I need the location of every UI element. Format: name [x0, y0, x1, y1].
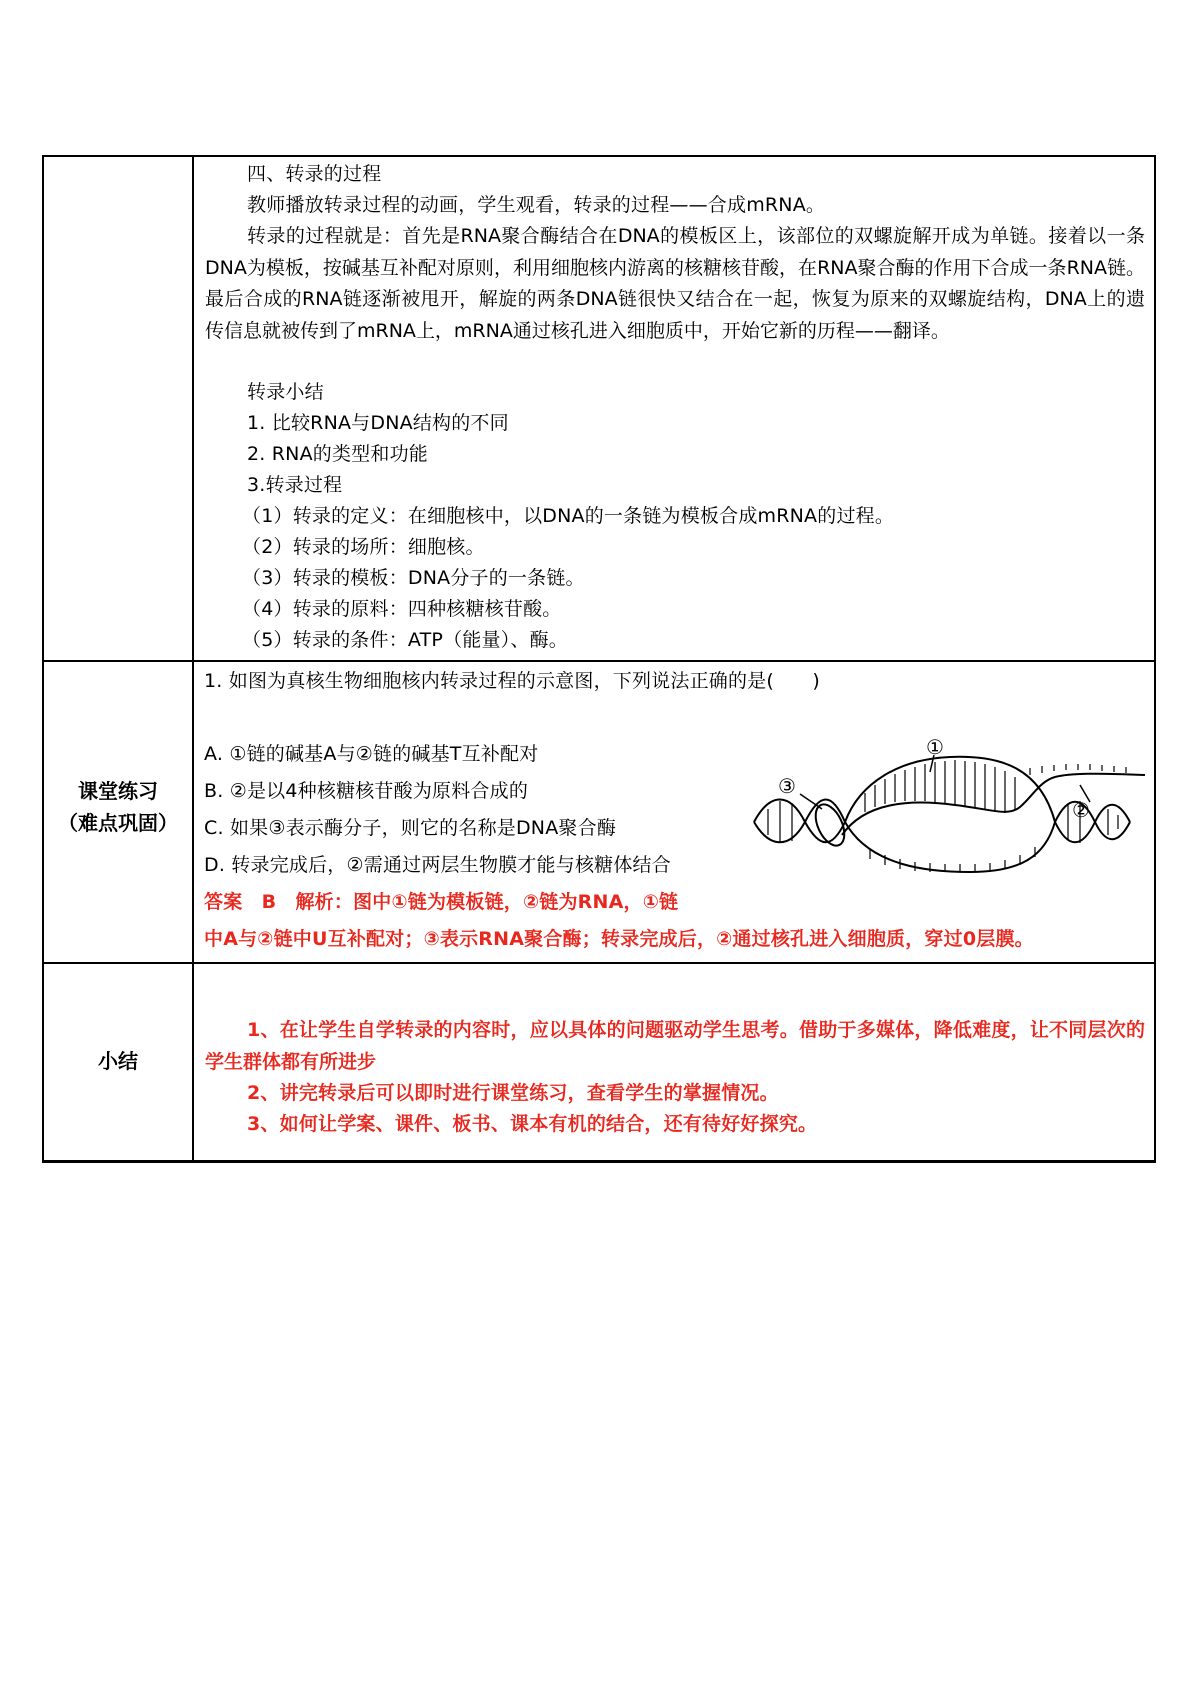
diagram-label-2: ②: [1072, 798, 1090, 822]
sub-item-5: （5）转录的条件：ATP（能量）、酶。: [242, 629, 568, 651]
answer-line-1: 答案 B 解析：图中①链为模板链，②链为RNA，①链: [204, 891, 679, 913]
section-heading: 四、转录的过程: [247, 163, 382, 185]
row-divider-2: [42, 962, 1156, 964]
practice-label-subtitle: （难点巩固）: [58, 811, 178, 835]
transcription-diagram: [750, 737, 1150, 889]
lesson-table: [42, 155, 1156, 1162]
sub-item-4: （4）转录的原料：四种核糖核苷酸。: [242, 598, 562, 620]
practice-label-title: 课堂练习: [78, 779, 158, 803]
table-border-bottom: [42, 1160, 1156, 1163]
summary-item-3: 3.转录过程: [247, 474, 343, 496]
table-border-right: [1154, 155, 1156, 1163]
option-a: A. ①链的碱基A与②链的碱基T互补配对: [204, 743, 539, 765]
option-c: C. 如果③表示酶分子，则它的名称是DNA聚合酶: [204, 817, 617, 839]
question-text: 1. 如图为真核生物细胞核内转录过程的示意图，下列说法正确的是( ): [204, 670, 820, 692]
option-b: B. ②是以4种核糖核苷酸为原料合成的: [204, 780, 529, 802]
reflection-1: 1、在让学生自学转录的内容时，应以具体的问题驱动学生思考。借助于多媒体，降低难度，让不同层次的学生群体都有所进步: [205, 1019, 1145, 1073]
summary-label: 小结: [98, 1049, 138, 1073]
reflection-3: 3、如何让学案、课件、板书、课本有机的结合，还有待好好探究。: [247, 1113, 818, 1135]
answer-line-2: 中A与②链中U互补配对；③表示RNA聚合酶；转录完成后，②通过核孔进入细胞质，穿过0层膜。: [204, 928, 1034, 950]
column-divider: [192, 155, 194, 1163]
summary-title: 转录小结: [247, 381, 324, 403]
table-border-left: [42, 155, 44, 1163]
teaching-line: 教师播放转录过程的动画，学生观看，转录的过程——合成mRNA。: [247, 194, 826, 216]
transcription-paragraph: 转录的过程就是：首先是RNA聚合酶结合在DNA的模板区上，该部位的双螺旋解开成为单链。接着以一条DNA为模板，按碱基互补配对原则，利用细胞核内游离的核糖核苷酸，在RNA聚合酶的作用下合成一条RNA链。最后合成的RNA链逐渐被甩开，解旋的两条DNA链很快又结合在一起，恢复为原来的双螺旋结构，DNA上的遗传信息就被传到了mRNA上，mRNA通过核孔进入细胞质中，开始它新的历程——翻译。: [205, 225, 1145, 342]
practice-label: [44, 775, 192, 839]
diagram-label-3: ③: [778, 774, 796, 798]
sub-item-3: （3）转录的模板：DNA分子的一条链。: [242, 567, 585, 589]
sub-item-2: （2）转录的场所：细胞核。: [242, 536, 485, 558]
summary-item-1: 1. 比较RNA与DNA结构的不同: [247, 412, 509, 434]
reflection-2: 2、讲完转录后可以即时进行课堂练习，查看学生的掌握情况。: [247, 1082, 779, 1104]
row-divider-1: [42, 660, 1156, 662]
table-border-top: [42, 155, 1156, 157]
option-d: D. 转录完成后，②需通过两层生物膜才能与核糖体结合: [204, 854, 671, 876]
summary-item-2: 2. RNA的类型和功能: [247, 443, 428, 465]
diagram-label-1: ①: [926, 737, 944, 759]
sub-item-1: （1）转录的定义：在细胞核中，以DNA的一条链为模板合成mRNA的过程。: [242, 505, 895, 527]
